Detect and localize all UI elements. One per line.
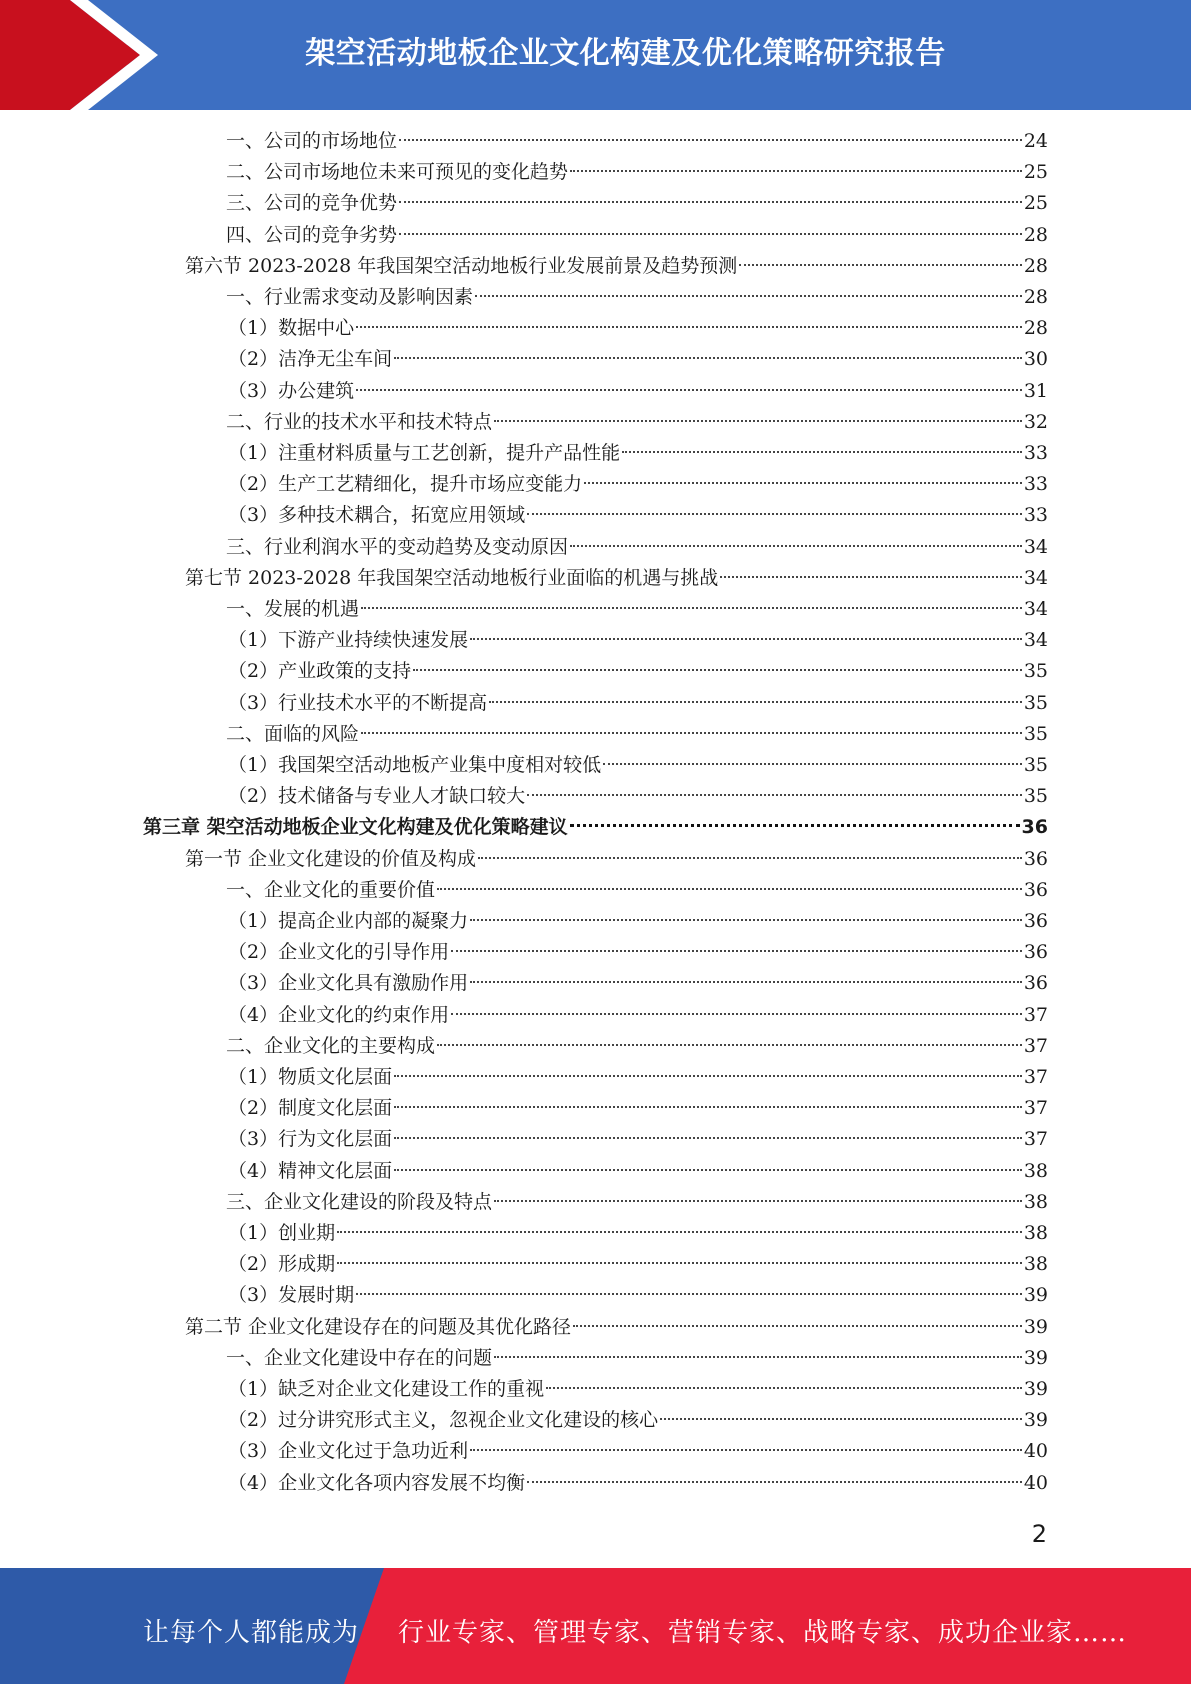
toc-dot-leader [394,357,1022,359]
toc-entry-page: 33 [1023,473,1048,496]
toc-dot-leader [546,1387,1022,1389]
toc-entry-label: （2）形成期 [228,1253,336,1276]
toc-entry[interactable] [226,594,1048,625]
toc-entry[interactable] [226,220,1048,251]
toc-entry-page: 28 [1023,317,1048,340]
toc-entry[interactable] [228,937,1048,968]
toc-entry-page: 39 [1023,1315,1048,1338]
toc-dot-leader [337,1262,1022,1264]
toc-dot-leader [570,545,1022,547]
toc-entry-page: 38 [1023,1253,1048,1276]
toc-entry-page: 37 [1023,1128,1048,1151]
toc-entry-label: 第七节 2023-2028 年我国架空活动地板行业面临的机遇与挑战 [185,566,719,589]
toc-entry-page: 37 [1023,1034,1048,1057]
toc-entry-label: （1）数据中心 [228,317,355,340]
report-header [0,0,1191,110]
toc-dot-leader [361,732,1022,734]
toc-entry-page: 38 [1023,1190,1048,1213]
toc-dot-leader [451,950,1022,952]
toc-entry[interactable] [226,188,1048,219]
toc-entry[interactable] [226,157,1048,188]
toc-entry[interactable] [228,1280,1048,1311]
toc-entry-label: 四、公司的竞争劣势 [226,223,398,246]
toc-entry-label: （3）企业文化过于急功近利 [228,1440,469,1463]
toc-dot-leader [361,607,1022,609]
toc-entry-label: 第二节 企业文化建设存在的问题及其优化路径 [185,1315,572,1338]
toc-entry-label: （1）提高企业内部的凝聚力 [228,910,469,932]
toc-dot-leader [470,1449,1022,1451]
toc-entry-page: 36 [1023,910,1048,932]
toc-entry[interactable] [228,1405,1048,1436]
toc-dot-leader [437,888,1022,890]
toc-entry[interactable] [228,625,1048,656]
toc-entry-page: 25 [1023,161,1048,184]
toc-entry-label: （1）缺乏对企业文化建设工作的重视 [228,1378,545,1400]
toc-entry-page: 32 [1023,410,1048,433]
toc-entry-page: 39 [1023,1378,1048,1400]
toc-entry[interactable] [228,968,1048,999]
toc-entry-page: 36 [1021,816,1048,839]
toc-entry-page: 33 [1023,504,1048,527]
toc-dot-leader [437,1044,1022,1046]
toc-dot-leader [720,576,1022,578]
toc-dot-leader [399,201,1022,203]
page-number: 2 [1031,1520,1047,1548]
toc-entry-label: 一、发展的机遇 [226,598,360,620]
toc-dot-leader [394,1075,1022,1077]
toc-entry[interactable] [226,282,1048,313]
toc-entry-label: （1）我国架空活动地板产业集中度相对较低 [228,754,602,776]
toc-entry-page: 39 [1023,1409,1048,1432]
toc-entry-label: （2）制度文化层面 [228,1097,393,1120]
toc-entry-label: （3）发展时期 [228,1284,355,1307]
footer-slogan-left: 让每个人都能成为 [143,1618,360,1648]
toc-entry-page: 34 [1023,566,1048,589]
toc-entry-label: （1）注重材料质量与工艺创新，提升产品性能 [228,442,621,464]
toc-dot-leader [489,701,1022,703]
toc-entry-label: 三、公司的竞争优势 [226,192,398,215]
toc-dot-leader [475,295,1022,297]
toc-entry-label: （1）物质文化层面 [228,1066,393,1088]
toc-dot-leader [573,1325,1022,1327]
toc-entry-label: （4）企业文化的约束作用 [228,1003,450,1026]
toc-entry-page: 28 [1023,254,1048,277]
toc-entry-page: 35 [1023,785,1048,808]
toc-dot-leader [494,1200,1022,1202]
toc-entry[interactable] [226,1031,1048,1062]
toc-entry-page: 30 [1023,348,1048,371]
toc-entry[interactable] [228,1374,1048,1405]
toc-dot-leader [478,857,1022,859]
toc-entry-label: 二、面临的风险 [226,722,360,745]
toc-entry-page: 35 [1023,722,1048,745]
toc-entry-label: （2）生产工艺精细化，提升市场应变能力 [228,473,583,496]
toc-entry-label: 第三章 架空活动地板企业文化构建及优化策略建议 [143,816,568,839]
toc-dot-leader [527,794,1022,796]
toc-entry-page: 34 [1023,598,1048,620]
toc-entry[interactable] [226,407,1048,438]
toc-entry[interactable] [226,1343,1048,1374]
toc-dot-leader [584,482,1022,484]
toc-entry-page: 37 [1023,1066,1048,1088]
toc-entry-page: 37 [1023,1003,1048,1026]
toc-entry-page: 28 [1023,223,1048,246]
toc-entry-page: 36 [1023,941,1048,964]
toc-entry[interactable] [228,750,1048,781]
toc-entry[interactable] [185,251,1048,282]
toc-dot-leader [527,513,1022,515]
toc-entry-label: 二、企业文化的主要构成 [226,1034,436,1057]
toc-entry-page: 39 [1023,1346,1048,1369]
toc-entry[interactable] [228,1156,1048,1187]
toc-entry-label: （2）企业文化的引导作用 [228,941,450,964]
toc-dot-leader [394,1169,1022,1171]
toc-dot-leader [527,1481,1022,1483]
toc-entry-label: 二、行业的技术水平和技术特点 [226,410,493,433]
toc-dot-leader [356,326,1022,328]
toc-entry[interactable] [228,500,1048,531]
toc-entry[interactable] [228,344,1048,375]
toc-dot-leader [739,264,1022,266]
toc-dot-leader [399,139,1022,141]
toc-dot-leader [494,420,1022,422]
toc-entry[interactable] [185,1312,1048,1343]
toc-entry-label: 三、企业文化建设的阶段及特点 [226,1190,493,1213]
toc-dot-leader [660,1418,1022,1420]
toc-entry[interactable] [226,1187,1048,1218]
toc-entry[interactable] [228,469,1048,500]
toc-dot-leader [394,1137,1022,1139]
toc-entry-label: 一、企业文化的重要价值 [226,878,436,901]
toc-entry-label: 一、行业需求变动及影响因素 [226,286,474,308]
toc-dot-leader [356,1293,1022,1295]
toc-entry-label: （4）精神文化层面 [228,1159,393,1182]
toc-dot-leader [622,451,1022,453]
toc-entry-page: 36 [1023,847,1048,870]
toc-dot-leader [451,1013,1022,1015]
toc-entry[interactable] [228,1436,1048,1467]
toc-entry[interactable] [228,313,1048,344]
toc-entry-label: （4）企业文化各项内容发展不均衡 [228,1471,526,1494]
toc-entry[interactable] [228,656,1048,687]
report-title: 架空活动地板企业文化构建及优化策略研究报告 [305,36,946,71]
toc-dot-leader [394,1106,1022,1108]
toc-dot-leader [470,638,1022,640]
toc-entry[interactable] [226,126,1048,157]
toc-entry-page: 35 [1023,754,1048,776]
toc-entry-page: 40 [1023,1440,1048,1463]
toc-entry[interactable] [228,376,1048,407]
toc-entry-page: 28 [1023,286,1048,308]
toc-entry-label: 第一节 企业文化建设的价值及构成 [185,847,477,870]
toc-dot-leader [470,981,1022,983]
toc-entry-page: 24 [1023,130,1048,152]
toc-entry-label: （3）行为文化层面 [228,1128,393,1151]
toc-entry-page: 36 [1023,972,1048,995]
toc-dot-leader [470,919,1022,921]
toc-dot-leader [356,389,1022,391]
toc-entry-page: 37 [1023,1097,1048,1120]
toc-entry[interactable] [228,1093,1048,1124]
toc-entry[interactable] [226,875,1048,906]
toc-entry[interactable] [185,563,1048,594]
toc-entry[interactable] [228,1218,1048,1249]
toc-dot-leader [494,1356,1022,1358]
toc-dot-leader [413,669,1022,671]
toc-dot-leader [337,1231,1022,1233]
toc-entry-label: （3）办公建筑 [228,379,355,402]
toc-entry[interactable] [228,1124,1048,1155]
toc-dot-leader [570,170,1022,172]
toc-dot-leader [570,824,1020,827]
toc-entry-label: 二、公司市场地位未来可预见的变化趋势 [226,161,569,184]
toc-entry-page: 40 [1023,1471,1048,1494]
toc-entry[interactable] [228,1468,1048,1499]
toc-entry-label: （3）多种技术耦合，拓宽应用领域 [228,504,526,527]
toc-entry-page: 38 [1023,1222,1048,1244]
toc-entry[interactable] [143,812,1048,843]
toc-entry-label: 一、企业文化建设中存在的问题 [226,1346,493,1369]
toc-entry-page: 35 [1023,691,1048,714]
toc-entry[interactable] [228,781,1048,812]
toc-entry-label: 一、公司的市场地位 [226,130,398,152]
toc-entry-label: （3）企业文化具有激励作用 [228,972,469,995]
toc-entry-label: （1）下游产业持续快速发展 [228,629,469,652]
toc-entry[interactable] [228,906,1048,937]
toc-entry-page: 25 [1023,192,1048,215]
toc-entry-page: 33 [1023,442,1048,464]
toc-entry-label: （2）技术储备与专业人才缺口较大 [228,785,526,808]
toc-entry-label: （3）行业技术水平的不断提高 [228,691,488,714]
toc-entry[interactable] [185,844,1048,875]
toc-dot-leader [603,763,1022,765]
toc-entry-label: （2）产业政策的支持 [228,660,412,683]
footer-banner [0,1568,1191,1684]
toc-entry-label: （2）洁净无尘车间 [228,348,393,371]
toc-entry[interactable] [226,532,1048,563]
toc-entry-page: 38 [1023,1159,1048,1182]
toc-entry[interactable] [228,688,1048,719]
toc-entry-label: 三、行业利润水平的变动趋势及变动原因 [226,535,569,558]
toc-entry-label: （1）创业期 [228,1222,336,1244]
footer-slogan-right: 行业专家、管理专家、营销专家、战略专家、成功企业家…… [398,1618,1128,1648]
toc-entry-label: 第六节 2023-2028 年我国架空活动地板行业发展前景及趋势预测 [185,254,738,277]
toc-entry[interactable] [226,719,1048,750]
toc-entry-page: 39 [1023,1284,1048,1307]
toc-entry-page: 34 [1023,629,1048,652]
toc-entry[interactable] [228,1249,1048,1280]
toc-entry-page: 34 [1023,535,1048,558]
toc-entry[interactable] [228,1062,1048,1093]
toc-entry-page: 36 [1023,878,1048,901]
toc-entry-label: （2）过分讲究形式主义，忽视企业文化建设的核心 [228,1409,659,1432]
toc-entry[interactable] [228,438,1048,469]
toc-entry[interactable] [228,1000,1048,1031]
toc-entry-page: 31 [1023,379,1048,402]
toc-entry-page: 35 [1023,660,1048,683]
toc-dot-leader [399,233,1022,235]
